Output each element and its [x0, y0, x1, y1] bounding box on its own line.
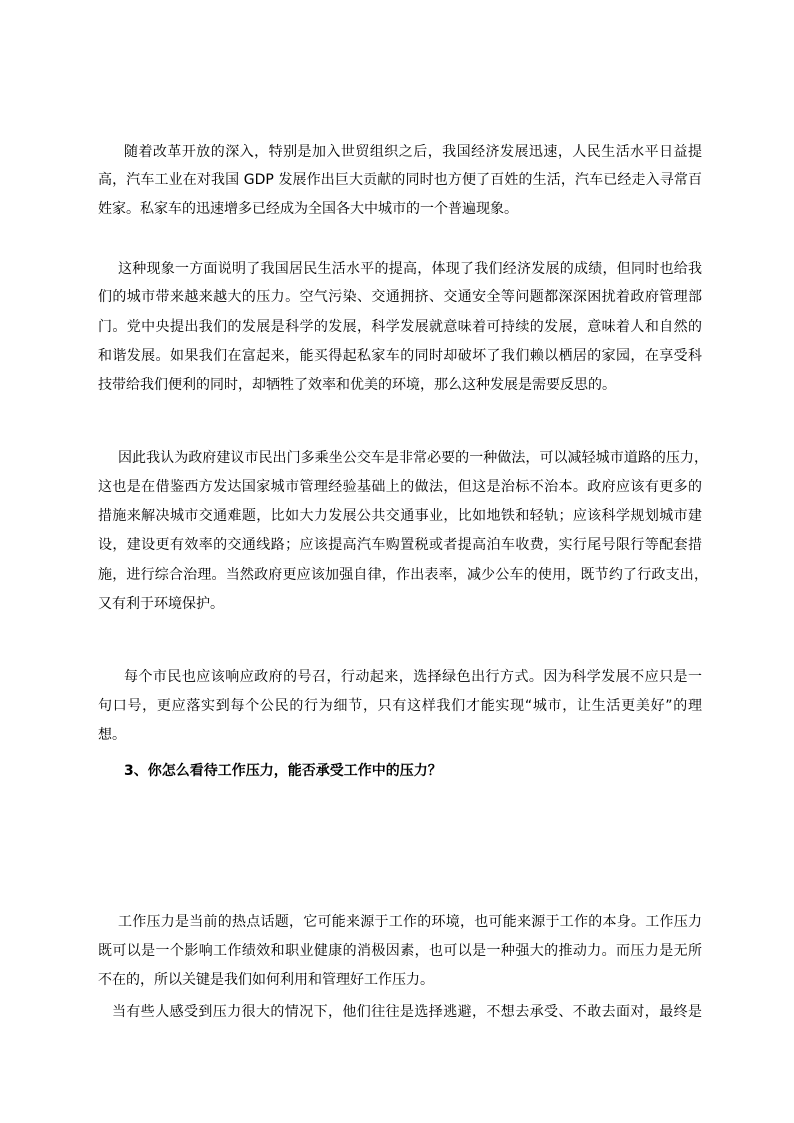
- paragraph-line: 每个市民也应该响应政府的号召，行动起来，选择绿色出行方式。因为科学发展不应只是一: [124, 669, 702, 685]
- paragraph-line: 姓家。私家车的迅速增多已经成为全国各大中城市的一个普遍现象。: [98, 201, 518, 217]
- paragraph-line: 不在的，所以关键是我们如何利用和管理好工作压力。: [98, 972, 434, 988]
- paragraph-line: 措施来解决城市交通难题，比如大力发展公共交通事业，比如地铁和轻轨；应该科学规划城市建: [98, 508, 702, 524]
- paragraph-line: 想。: [98, 727, 126, 743]
- paragraph-line: 当有些人感受到压力很大的情况下，他们往往是选择逃避，不想去承受、不敢去面对，最终是: [112, 1004, 702, 1020]
- section-heading: 3、你怎么看待工作压力，能否承受工作中的压力？: [124, 763, 442, 779]
- paragraph-line: 又有利于环境保护。: [98, 596, 224, 612]
- paragraph-line: 句口号，更应落实到每个公民的行为细节，只有这样我们才能实现“城市，让生活更美好”的理: [98, 698, 702, 714]
- paragraph-line: 设，建设更有效率的交通线路；应该提高汽车购置税或者提高泊车收费，实行尾号限行等配套措: [98, 537, 702, 553]
- paragraph-line: 施，进行综合治理。当然政府更应该加强自律，作出表率，减少公车的使用，既节约了行政支出，: [98, 567, 708, 583]
- paragraph-line: 因此我认为政府建议市民出门多乘坐公交车是非常必要的一种做法，可以减轻城市道路的压力，: [118, 450, 708, 466]
- paragraph-line: 和谐发展。如果我们在富起来，能买得起私家车的同时却破坏了我们赖以栖居的家园，在享受科: [98, 348, 702, 364]
- paragraph-line: 们的城市带来越来越大的压力。空气污染、交通拥挤、交通安全等问题都深深困扰着政府管理部: [98, 289, 702, 305]
- paragraph-line: 高，汽车工业在对我国 GDP 发展作出巨大贡献的同时也方便了百姓的生活，汽车已经走入寻常百: [98, 172, 702, 188]
- paragraph-line: 随着改革开放的深入，特别是加入世贸组织之后，我国经济发展迅速，人民生活水平日益提: [124, 144, 702, 160]
- paragraph-line: 门。党中央提出我们的发展是科学的发展，科学发展就意味着可持续的发展，意味着人和自然的: [98, 319, 702, 335]
- paragraph-line: 这种现象一方面说明了我国居民生活水平的提高，体现了我们经济发展的成绩，但同时也给我: [118, 261, 702, 277]
- paragraph-line: 工作压力是当前的热点话题，它可能来源于工作的环境，也可能来源于工作的本身。工作压力: [118, 914, 702, 930]
- paragraph-line: 技带给我们便利的同时，却牺牲了效率和优美的环境，那么这种发展是需要反思的。: [98, 377, 616, 393]
- paragraph-line: 既可以是一个影响工作绩效和职业健康的消极因素，也可以是一种强大的推动力。而压力是无所: [98, 943, 702, 959]
- paragraph-line: 这也是在借鉴西方发达国家城市管理经验基础上的做法，但这是治标不治本。政府应该有更多的: [98, 479, 702, 495]
